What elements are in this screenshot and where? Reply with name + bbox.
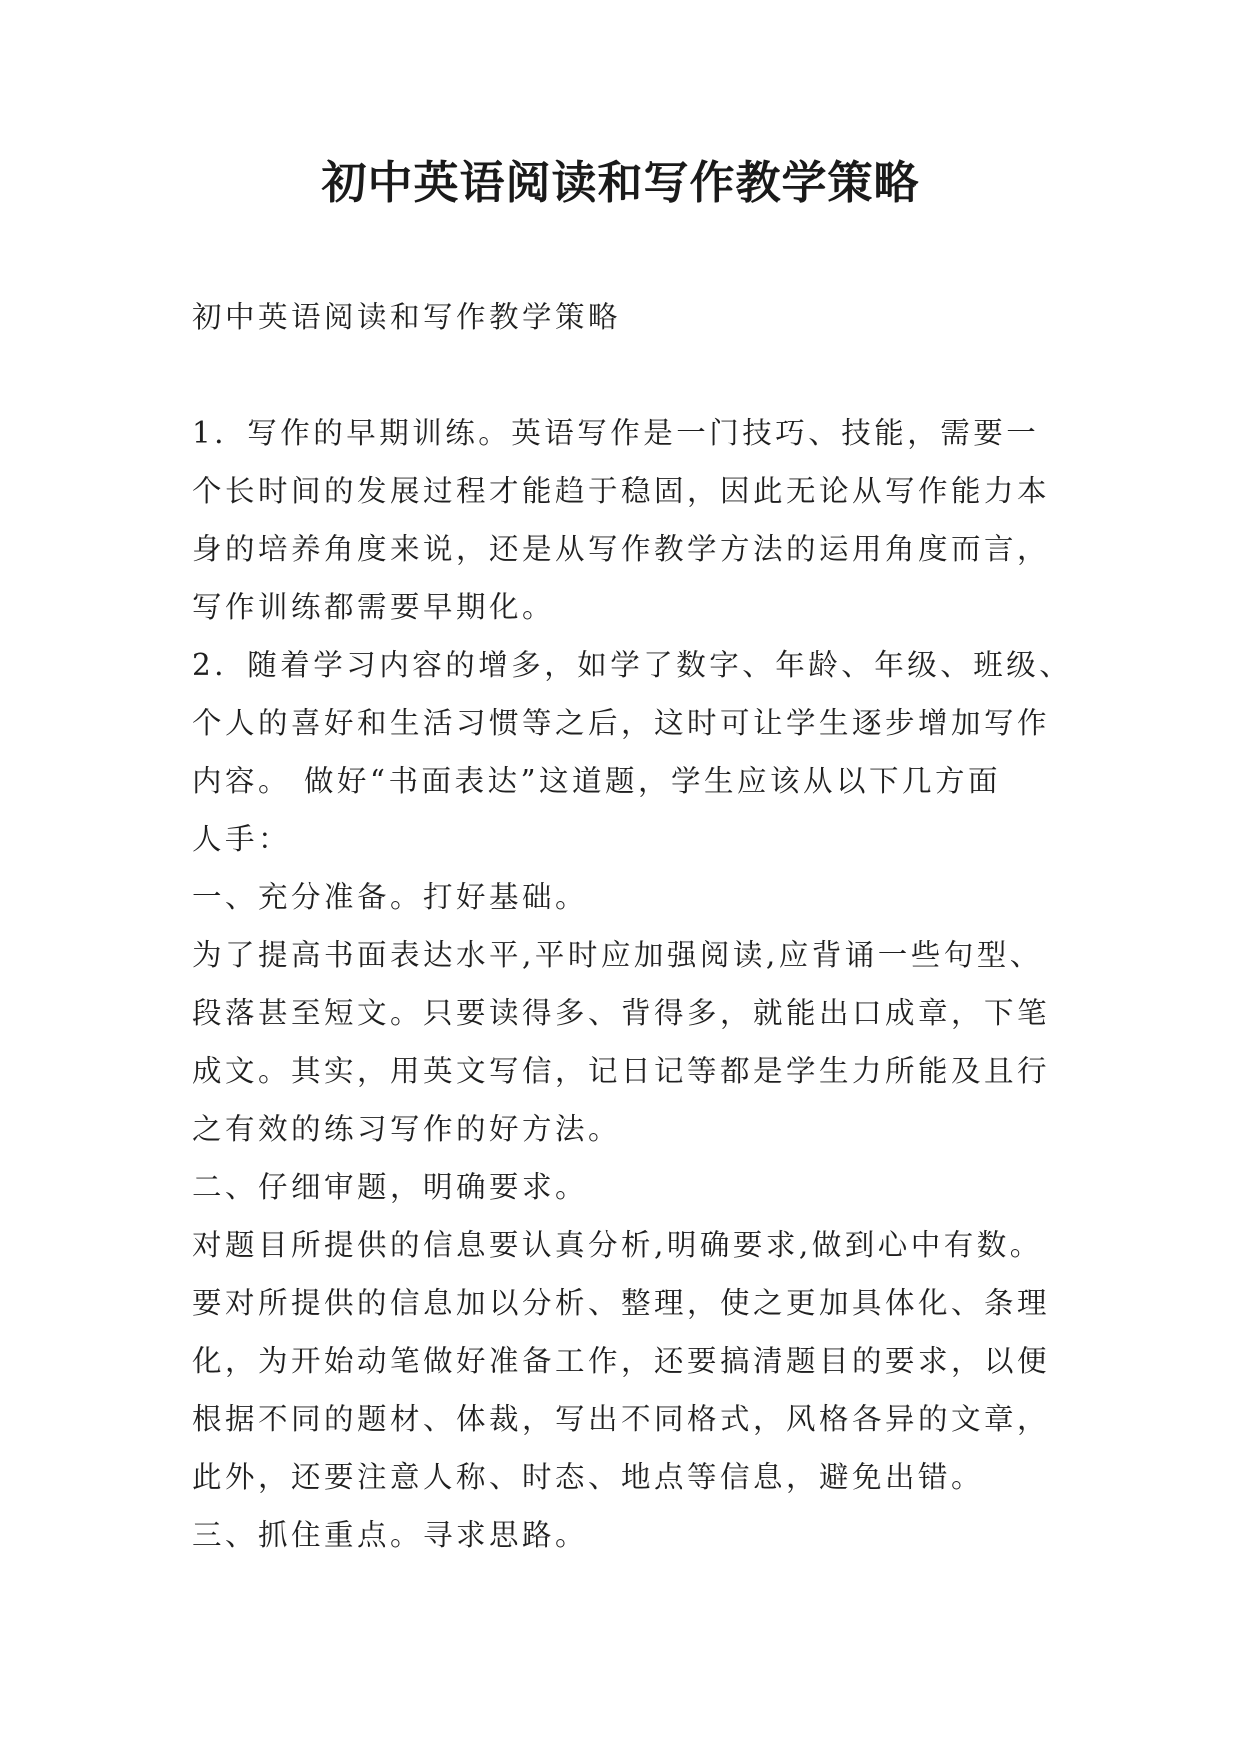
body-line: 对题目所提供的信息要认真分析,明确要求,做到心中有数。 <box>192 1228 1043 1262</box>
body-line: 段落甚至短文。只要读得多、背得多，就能出口成章，下笔 <box>192 996 1051 1030</box>
section-heading: 一、充分准备。打好基础。 <box>192 880 589 914</box>
paragraph-gap <box>192 346 1072 404</box>
body-line: 要对所提供的信息加以分析、整理，使之更加具体化、条理 <box>192 1286 1051 1320</box>
body-line: 个人的喜好和生活习惯等之后，这时可让学生逐步增加写作 <box>192 706 1051 740</box>
body-line: 化，为开始动笔做好准备工作，还要搞清题目的要求，以便 <box>192 1344 1051 1378</box>
body-line: 写作训练都需要早期化。 <box>192 590 556 624</box>
document-title: 初中英语阅读和写作教学策略 <box>321 156 920 209</box>
section-heading: 二、仔细审题，明确要求。 <box>192 1170 589 1204</box>
body-line: 人手： <box>192 822 292 856</box>
body-line: 身的培养角度来说，还是从写作教学方法的运用角度而言， <box>192 532 1051 566</box>
body-line: 成文。其实，用英文写信，记日记等都是学生力所能及且行 <box>192 1054 1051 1088</box>
body-line: 1．写作的早期训练。英语写作是一门技巧、技能，需要一 <box>192 416 1040 450</box>
body-line: 2．随着学习内容的增多，如学了数字、年龄、年级、班级、 <box>192 648 1073 682</box>
body-line: 个长时间的发展过程才能趋于稳固，因此无论从写作能力本 <box>192 474 1051 508</box>
body-line: 为了提高书面表达水平,平时应加强阅读,应背诵一些句型、 <box>192 938 1043 972</box>
document-body <box>192 288 1072 1564</box>
body-line: 根据不同的题材、体裁，写出不同格式，风格各异的文章， <box>192 1402 1051 1436</box>
document-subtitle: 初中英语阅读和写作教学策略 <box>192 300 622 334</box>
section-heading: 三、抓住重点。寻求思路。 <box>192 1518 589 1552</box>
body-line: 之有效的练习写作的好方法。 <box>192 1112 622 1146</box>
body-line: 内容。 做好“书面表达”这道题，学生应该从以下几方面 <box>192 764 1002 798</box>
body-line: 此外，还要注意人称、时态、地点等信息，避免出错。 <box>192 1460 985 1494</box>
